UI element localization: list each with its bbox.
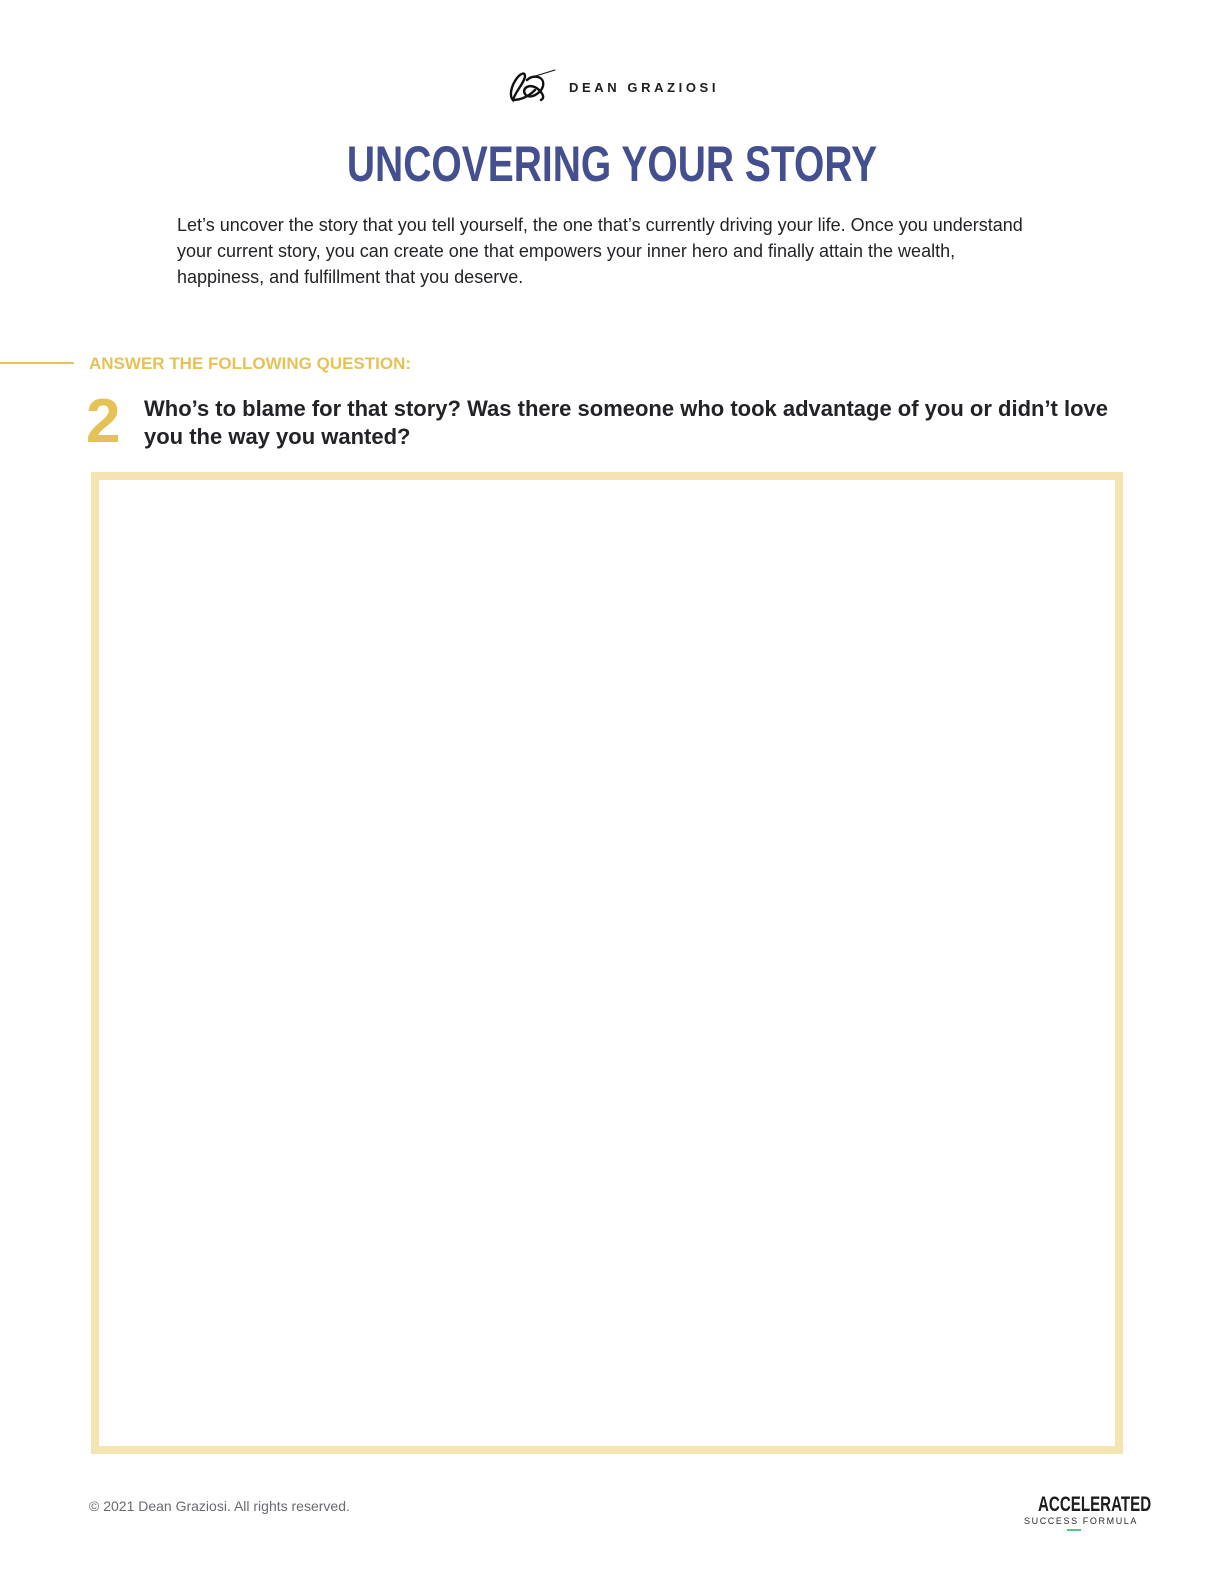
question-text: Who’s to blame for that story? Was there someone who took advantage of you or didn’t love you the way you wanted? bbox=[144, 396, 1109, 449]
logo-word-success-formula: SUCCESS FORMULA bbox=[1024, 1516, 1139, 1526]
brand-header bbox=[0, 66, 1224, 106]
page-title: UNCOVERING YOUR STORY bbox=[346, 136, 878, 192]
answer-box[interactable] bbox=[91, 472, 1123, 1454]
section-label: ANSWER THE FOLLOWING QUESTION: bbox=[89, 354, 412, 373]
accelerated-success-formula-logo bbox=[1024, 1493, 1152, 1531]
brand-name: DEAN GRAZIOSI bbox=[568, 79, 720, 95]
logo-underline bbox=[1067, 1529, 1081, 1531]
intro-paragraph: Let’s uncover the story that you tell yourself, the one that’s currently driving your life. Once you understand your current story, you can create one that empowers your inner hero and finally attain the wealth, happiness, and fulfillment that you deserve. bbox=[177, 215, 1023, 287]
copyright-text: © 2021 Dean Graziosi. All rights reserved. bbox=[89, 1498, 350, 1514]
dg-signature-logo-icon bbox=[505, 66, 557, 106]
section-rule bbox=[0, 362, 74, 364]
logo-word-accelerated: ACCELERATED bbox=[1038, 1493, 1152, 1516]
question-number: 2 bbox=[86, 387, 121, 456]
